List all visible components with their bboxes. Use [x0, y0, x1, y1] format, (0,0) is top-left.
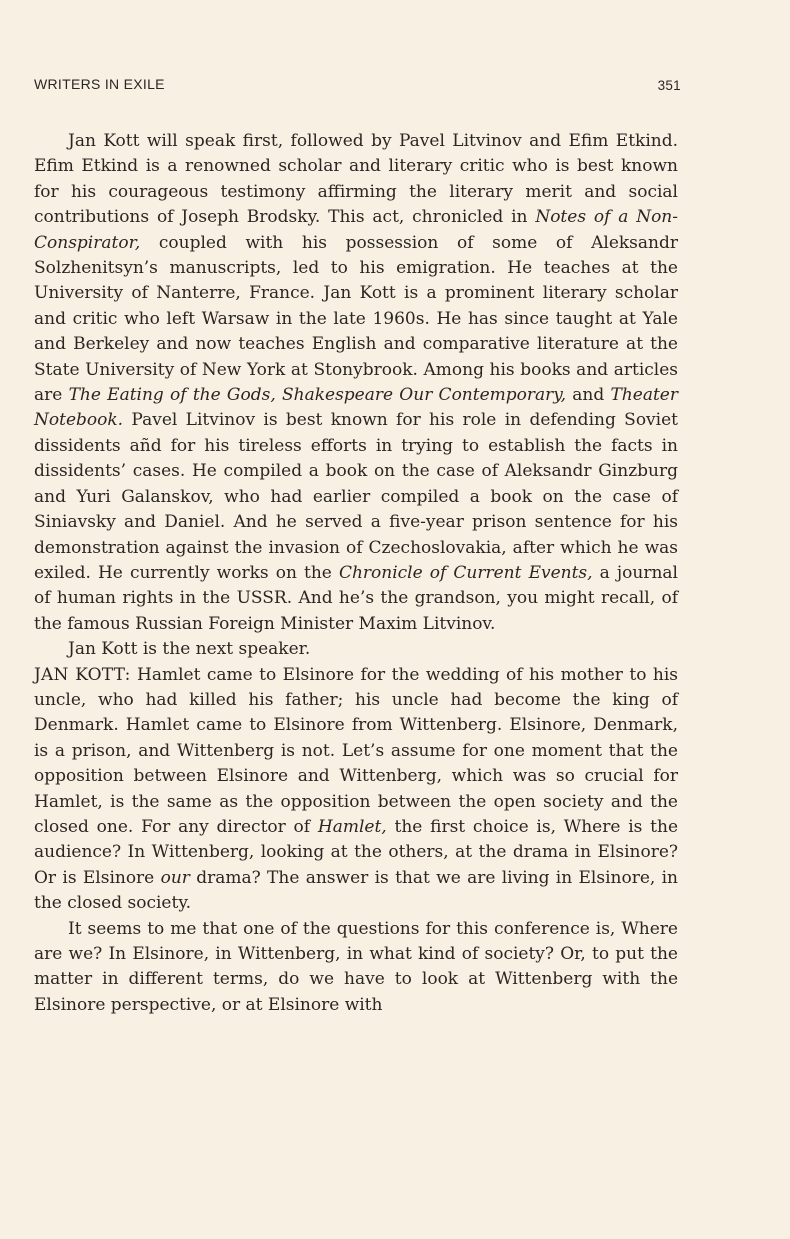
- page-number: 351: [657, 78, 681, 93]
- book-title: The Eating of the Gods, Shakespeare Our Contemporary,: [68, 385, 567, 406]
- paragraph-introduction: [34, 129, 678, 637]
- text-span: Hamlet came to Elsinore for the wedding of his mother to his uncle, who had killed his father; his uncle had become the king of Denmark. Hamlet came to Elsinore from Wittenberg. Elsinore, Denmark, is a prison, and Wittenberg is not. Let’s assume for one moment that the opposition between Elsinore and Wittenberg, which was so crucial for Hamlet, is the same as the opposition between the open society and the closed one. For any director of: [34, 664, 679, 837]
- emphasis: our: [160, 867, 190, 888]
- text-span: the first choice is, Where is the audience? In Wittenberg, looking at the others, at the drama in Elsinore? Or is Elsinore: [34, 816, 679, 888]
- paragraph-next-speaker: Jan Kott is the next speaker.: [68, 639, 311, 660]
- text-span: coupled with his possession of some of Aleksandr Solzhenitsyn’s manuscripts, led to his emigration. He teaches at the University of Nanterre, France. Jan Kott is a prominent literary scholar and critic who left Warsaw in the late 1960s. He has since taught at Yale and Berkeley and now teaches English and comparative literature at the State University of New York at Stonybrook. Among his books and articles are: [34, 232, 678, 406]
- running-title: WRITERS IN EXILE: [34, 76, 165, 92]
- text-span: Jan Kott will speak first, followed by Pavel Litvinov and Efim Etkind. Efim Etkind is a renowned scholar and literary critic who is best known for his courageous testimony affirming the literary merit and social contributions of Joseph Brodsky. This act, chronicled in: [34, 131, 678, 228]
- paragraph-kott-speech: [34, 663, 678, 917]
- play-title: Hamlet,: [317, 816, 387, 837]
- body-text: [34, 129, 678, 1018]
- book-title: Theater Notebook.: [34, 385, 678, 431]
- text-span: a journal of human rights in the USSR. And he’s the grandson, you might recall, of the famous Russian Foreign Minister Maxim Litvinov.: [34, 562, 678, 634]
- journal-title: Chronicle of Current Events,: [338, 562, 593, 583]
- paragraph-conference-question: It seems to me that one of the questions for this conference is, Where are we? In Elsinore, in Wittenberg, in what kind of society? Or, to put the matter in different terms, do we have to look at Wittenberg with the Elsinore perspective, or at Elsinore with: [34, 918, 678, 1015]
- text-span: Pavel Litvinov is best known for his role in defending Soviet dissidents añd for his tireless efforts in trying to establish the facts in dissidents’ cases. He compiled a book on the case of Aleksandr Ginzburg and Yuri Galanskov, who had earlier compiled a book on the case of Siniavsky and Daniel. And he served a five-year prison sentence for his demonstration against the invasion of Czechoslovakia, after which he was exiled. He currently works on the: [34, 410, 678, 583]
- text-span: and: [566, 385, 611, 406]
- speaker-label: JAN KOTT:: [34, 664, 131, 685]
- running-header: [34, 76, 681, 96]
- text-span: drama? The answer is that we are living in Elsinore, in the closed society.: [34, 867, 678, 914]
- book-title: Notes of a Non-Conspirator,: [34, 207, 678, 253]
